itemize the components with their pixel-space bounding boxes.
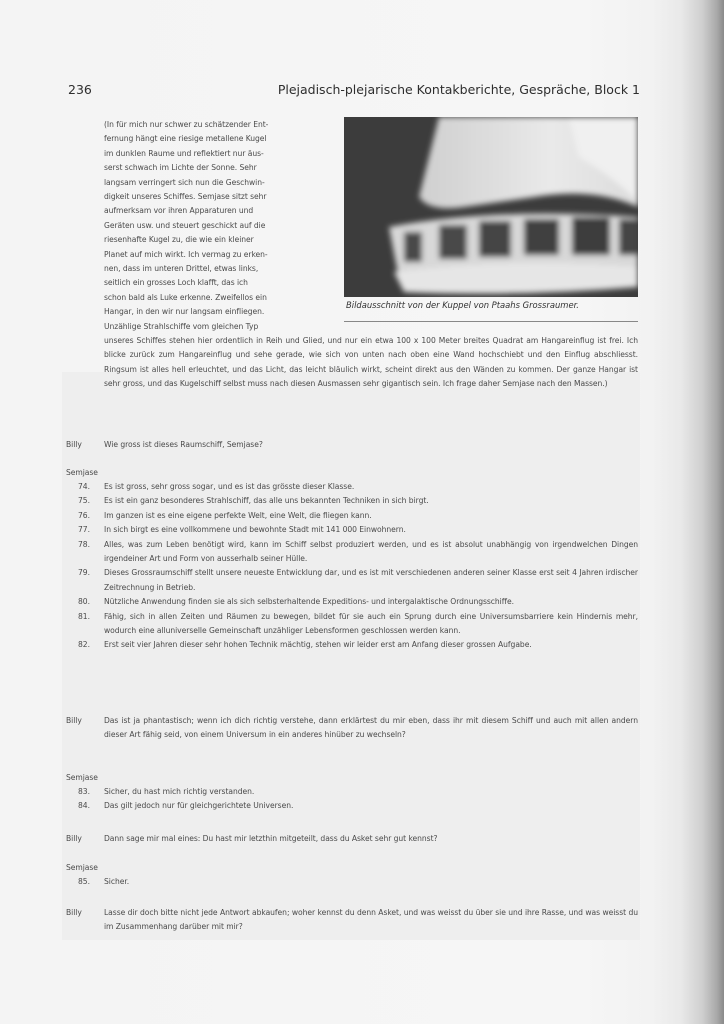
text-line: langsam verringert sich nun die Geschwin- xyxy=(104,177,265,187)
speaker-label: Billy xyxy=(66,440,82,449)
running-title: Plejadisch-plejarische Kontakberichte, Gespräche, Block 1 xyxy=(277,82,640,97)
statement-text: Es ist gross, sehr gross sogar, und es ist das grösste dieser Klasse. xyxy=(104,482,355,491)
statement-text: Im ganzen ist es eine eigene perfekte Welt, eine Welt, die fliegen kann. xyxy=(104,510,372,520)
statement-text: Fähig, sich in allen Zeiten und Räumen zu bewegen, bildet für sie auch ein Sprung durch eine Universumsbarriere kein Hindernis mehr, wodurch eine alluniverselle Gemeinschaft unzähliger Lebensformen geschlossen werden kann. xyxy=(104,611,638,636)
text-line: nen, dass im unteren Drittel, etwas links, xyxy=(104,264,259,274)
text-line: im dunklen Raume und reflektiert nur äus- xyxy=(104,148,264,158)
text-line: fernung hängt eine riesige metallene Kugel xyxy=(104,134,267,144)
numbered-statement xyxy=(66,480,638,494)
statement-number: 80. xyxy=(78,597,90,607)
dome-photo-image xyxy=(344,117,638,297)
text-line: (In für mich nur schwer zu schätzender Ent- xyxy=(104,120,269,129)
text-line: seitlich ein grosses Loch klafft, das ich xyxy=(104,278,248,288)
statement-number: 79. xyxy=(78,568,90,578)
page-header xyxy=(68,82,640,97)
statement-number: 77. xyxy=(78,525,90,535)
statement-text: Erst seit vier Jahren dieser sehr hohen Technik mächtig, stehen wir leider erst am Anfang dieser grossen Aufgabe. xyxy=(104,640,532,650)
caption-divider xyxy=(344,321,638,322)
statement-number: 83. xyxy=(78,787,90,796)
statement-number: 84. xyxy=(78,801,90,811)
speaker-text: Wie gross ist dieses Raumschiff, Semjase? xyxy=(104,440,263,449)
statement-number: 75. xyxy=(78,496,90,506)
speaker-label: Semjase xyxy=(66,863,98,872)
statement-text: Alles, was zum Leben benötigt wird, kann im Schiff selbst produziert werden, und es ist absolut unabhängig von irgendwelchen Dingen irgendeiner Art und Form von ausserhalb seiner Hülle. xyxy=(104,539,638,564)
speaker-label: Billy xyxy=(66,908,82,917)
speaker-label: Billy xyxy=(66,716,82,725)
statement-number: 85. xyxy=(78,877,90,886)
statement-text: In sich birgt es eine vollkommene und bewohnte Stadt mit 141 000 Einwohnern. xyxy=(104,525,406,535)
figure-caption: Bildausschnitt von der Kuppel von Ptaahs Grossraumer. xyxy=(346,300,579,310)
statement-number: 82. xyxy=(78,640,90,650)
intro-paragraph-full: unseres Schiffes stehen hier ordentlich in Reih und Glied, und nur ein etwa 100 x 100 Meter breites Quadrat am Hangareinflug ist frei. Ich blicke zurück zum Hangareinflug und sehe gerade, wie sich von unten nach oben eine Wand hochschiebt und den Einflug abschliesst. Ringsum ist alles hell erleuchtet, und das Licht, das leicht bläulich wirkt, scheint direkt aus den Wänden zu kommen. Der ganze Hangar ist sehr gross, und das Kugelschiff selbst muss nach diesen Ausmassen sehr gigantisch sein. Ich frage daher Semjase nach den Massen.) xyxy=(104,336,638,389)
text-line: Geräten usw. und steuert geschickt auf die xyxy=(104,220,266,230)
numbered-statement xyxy=(66,638,638,652)
text-line: riesenhafte Kugel zu, die wie ein kleiner xyxy=(104,235,254,245)
dialogue-billy xyxy=(66,832,638,846)
text-line: Unzählige Strahlschiffe vom gleichen Typ xyxy=(104,321,259,331)
semjase-statements xyxy=(66,785,638,814)
text-line: serst schwach im Lichte der Sonne. Sehr xyxy=(104,163,257,173)
numbered-statement xyxy=(66,494,638,508)
text-line: aufmerksam vor ihren Apparaturen und xyxy=(104,206,254,216)
speaker-label: Semjase xyxy=(66,468,98,477)
text-line: Planet auf mich wirkt. Ich vermag zu erken- xyxy=(104,249,268,259)
speaker-text: Lasse dir doch bitte nicht jede Antwort abkaufen; woher kennst du denn Asket, und was weisst du über sie und ihre Rasse, und was weisst du im Zusammenhang darüber mit mir? xyxy=(104,908,638,932)
statement-text: Sicher. xyxy=(104,877,130,886)
numbered-statement xyxy=(66,566,638,595)
numbered-statement xyxy=(66,610,638,639)
semjase-statements xyxy=(66,480,638,653)
statement-number: 74. xyxy=(78,482,90,491)
numbered-statement xyxy=(66,538,638,567)
dialogue-billy xyxy=(66,438,638,452)
statement-text: Dieses Grossraumschiff stellt unsere neueste Entwicklung dar, und es ist mit verschiedenen anderen seiner Klasse erst seit 4 Jahren irdischer Zeitrechnung in Betrieb. xyxy=(104,568,638,592)
statement-text: Nützliche Anwendung finden sie als sich selbsterhaltende Expeditions- und intergalaktische Ordnungsschiffe. xyxy=(104,597,514,607)
statement-text: Sicher, du hast mich richtig verstanden. xyxy=(104,787,255,796)
intro-paragraph-left xyxy=(104,118,337,334)
numbered-statement xyxy=(66,799,638,813)
numbered-statement xyxy=(66,875,638,889)
statement-number: 76. xyxy=(78,510,90,520)
statement-text: Es ist ein ganz besonderes Strahlschiff, das alle uns bekannten Techniken in sich birgt. xyxy=(104,496,429,506)
statement-number: 78. xyxy=(78,539,90,549)
numbered-statement xyxy=(66,595,638,609)
dome-photo xyxy=(344,117,638,297)
shaded-background xyxy=(62,372,640,940)
page-number: 236 xyxy=(68,82,92,97)
speaker-label: Semjase xyxy=(66,773,98,782)
speaker-text: Dann sage mir mal eines: Du hast mir letzthin mitgeteilt, dass du Asket sehr gut kennst? xyxy=(104,834,438,843)
speaker-text: Das ist ja phantastisch; wenn ich dich richtig verstehe, dann erklärtest du mir eben, dass ihr mit diesem Schiff und auch mit allen andern dieser Art fähig seid, von einem Universum in ein anderes hinüber zu wechseln? xyxy=(104,716,638,740)
semjase-statements xyxy=(66,875,638,889)
dialogue-billy xyxy=(66,714,638,743)
statement-number: 81. xyxy=(78,611,90,621)
statement-text: Das gilt jedoch nur für gleichgerichtete Universen. xyxy=(104,801,294,811)
dialogue-billy xyxy=(66,906,638,935)
text-line: schon bald als Luke erkenne. Zweifellos ein xyxy=(104,292,267,302)
numbered-statement xyxy=(66,523,638,537)
speaker-label: Billy xyxy=(66,834,82,843)
text-line: digkeit unseres Schiffes. Semjase sitzt sehr xyxy=(104,192,267,202)
text-line: Hangar, in den wir nur langsam einfliegen. xyxy=(104,307,265,317)
numbered-statement xyxy=(66,509,638,523)
numbered-statement xyxy=(66,785,638,799)
